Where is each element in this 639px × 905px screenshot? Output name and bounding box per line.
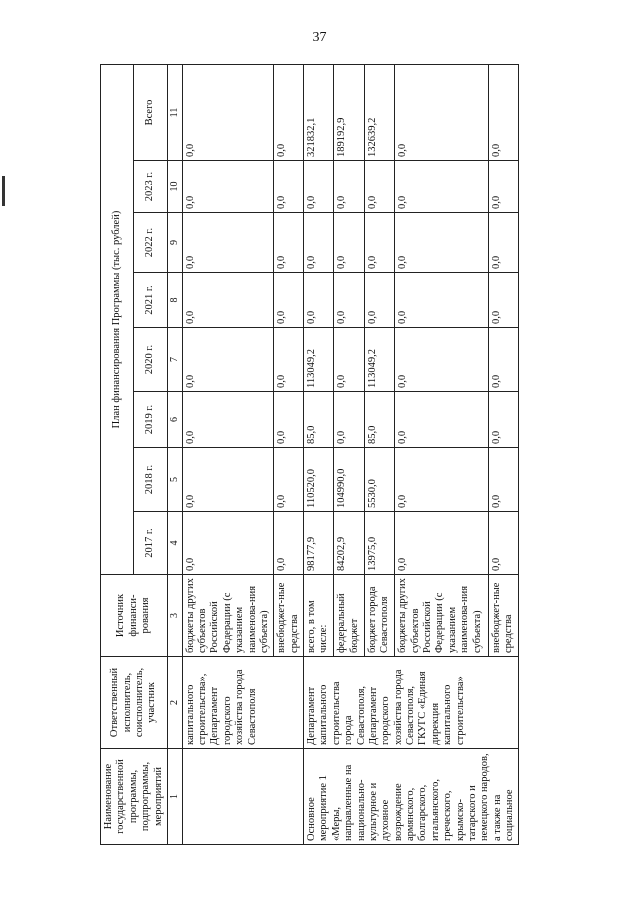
value-cell: 0,0 [488,161,518,213]
value-cell: 0,0 [334,328,364,392]
total-cell: 132639,2 [364,64,394,160]
total-cell: 189192,9 [334,64,364,160]
total-cell: 0,0 [488,64,518,160]
value-cell: 5530,0 [364,448,394,512]
value-cell: 98177,9 [304,512,334,575]
value-cell: 0,0 [182,328,274,392]
column-number: 4 [167,512,182,575]
value-cell: 0,0 [488,448,518,512]
value-cell: 0,0 [274,161,304,213]
source-cell: внебюджет-ные средства [488,575,518,657]
source-cell: всего, в том числе: [304,575,334,657]
total-cell: 0,0 [274,64,304,160]
value-cell: 0,0 [488,512,518,575]
header-year: 2021 г. [134,273,167,328]
header-source: Источник финанси-рования [101,575,168,657]
value-cell: 0,0 [274,213,304,273]
column-number: 10 [167,161,182,213]
value-cell: 0,0 [395,213,489,273]
value-cell: 0,0 [395,328,489,392]
value-cell: 84202,9 [334,512,364,575]
header-year: 2020 г. [134,328,167,392]
source-cell: федеральный бюджет [334,575,364,657]
financing-table [100,64,519,845]
value-cell: 0,0 [395,161,489,213]
table-row [304,64,334,844]
table-row [182,64,274,844]
value-cell: 104990,0 [334,448,364,512]
executor-cell: Департамент капитального строительства города Севастополя, Департамент городского хозяйства города Севастополя, ГКУГС «Единая дирекция капитального строительства» [304,657,519,749]
value-cell: 0,0 [304,213,334,273]
value-cell: 0,0 [395,512,489,575]
column-number: 3 [167,575,182,657]
value-cell: 0,0 [488,328,518,392]
value-cell: 0,0 [304,161,334,213]
column-number: 2 [167,657,182,749]
header-row-1 [101,64,134,844]
value-cell: 0,0 [364,213,394,273]
value-cell: 0,0 [395,448,489,512]
column-number: 9 [167,213,182,273]
value-cell: 0,0 [488,392,518,448]
source-cell: бюджет города Севастополя [364,575,394,657]
value-cell: 0,0 [182,448,274,512]
column-number: 11 [167,64,182,160]
scan-mark [2,176,5,206]
value-cell: 0,0 [304,273,334,328]
value-cell: 0,0 [182,161,274,213]
value-cell: 0,0 [364,161,394,213]
value-cell: 85,0 [364,392,394,448]
value-cell: 113049,2 [304,328,334,392]
value-cell: 0,0 [182,213,274,273]
executor-cell: капитального строительства», Департамент городского хозяйства города Севастополя [182,657,303,749]
column-numbers-row [167,64,182,844]
value-cell: 0,0 [274,328,304,392]
program-name-cell: Основное мероприятие 1 «Меры, направленные на национально-культурное и духовное возрождение армянского, болгарского, итальянского, греческого, крымско-татарского и немецкого народов, а также на социальное [304,749,519,845]
value-cell: 0,0 [395,273,489,328]
header-year: 2017 г. [134,512,167,575]
total-cell: 321832,1 [304,64,334,160]
source-cell: бюджеты других субъектов Российской Федерации (с указанием наименова-ния субъекта) [395,575,489,657]
value-cell: 0,0 [488,213,518,273]
column-number: 7 [167,328,182,392]
header-plan: План финансирования Программы (тыс. рублей) [101,64,134,574]
header-total: Всего [134,64,167,160]
source-cell: внебюджет-ные средства [274,575,304,657]
value-cell: 0,0 [274,512,304,575]
value-cell: 0,0 [364,273,394,328]
header-year: 2023 г. [134,161,167,213]
value-cell: 0,0 [488,273,518,328]
source-cell: бюджеты других субъектов Российской Федерации (с указанием наименова-ния субъекта) [182,575,274,657]
rotated-table-sheet [100,65,590,845]
value-cell: 0,0 [274,448,304,512]
header-name: Наименование государственной программы, подпрограммы, мероприятий [101,749,168,845]
page-number: 37 [312,30,327,45]
header-year: 2018 г. [134,448,167,512]
total-cell: 0,0 [182,64,274,160]
value-cell: 85,0 [304,392,334,448]
column-number: 1 [167,749,182,845]
rotated-table-frame [100,65,590,845]
header-year: 2019 г. [134,392,167,448]
column-number: 6 [167,392,182,448]
value-cell: 0,0 [182,392,274,448]
column-number: 8 [167,273,182,328]
column-number: 5 [167,448,182,512]
value-cell: 0,0 [334,161,364,213]
value-cell: 110520,0 [304,448,334,512]
value-cell: 0,0 [334,273,364,328]
value-cell: 113049,2 [364,328,394,392]
value-cell: 0,0 [182,273,274,328]
header-year: 2022 г. [134,213,167,273]
program-name-cell [182,749,303,845]
header-executor: Ответственный исполнитель, соисполнитель, участник [101,657,168,749]
total-cell: 0,0 [395,64,489,160]
value-cell: 0,0 [182,512,274,575]
value-cell: 13975,0 [364,512,394,575]
value-cell: 0,0 [274,392,304,448]
value-cell: 0,0 [334,392,364,448]
value-cell: 0,0 [274,273,304,328]
value-cell: 0,0 [395,392,489,448]
value-cell: 0,0 [334,213,364,273]
